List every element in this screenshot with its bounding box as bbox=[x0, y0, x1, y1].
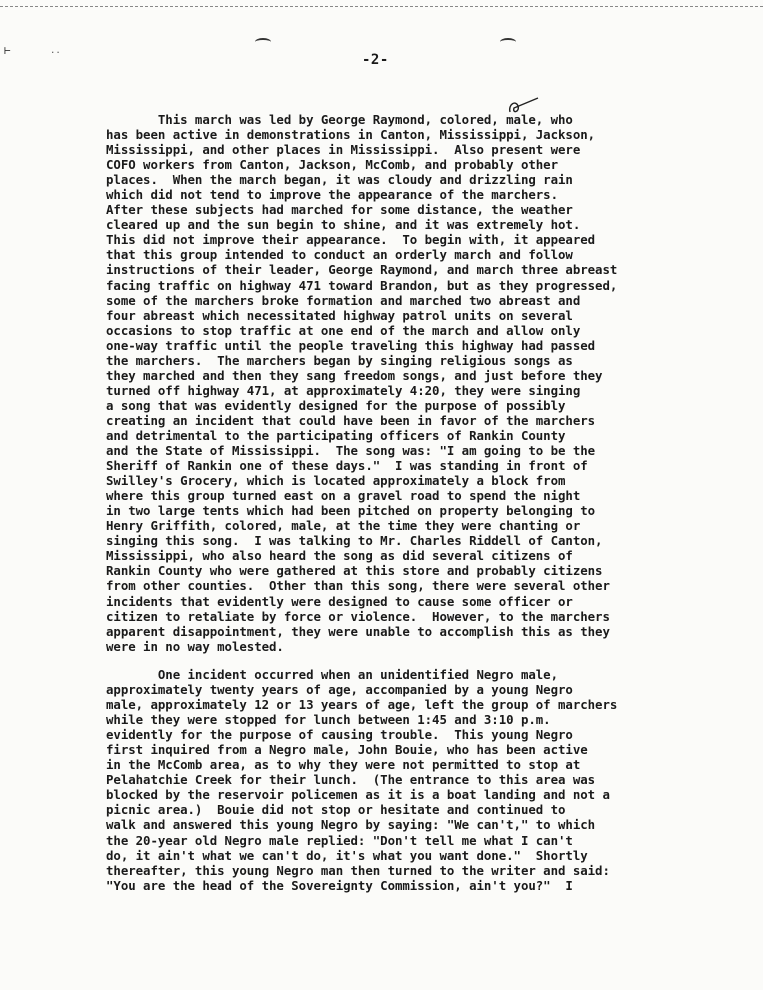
text-line: cleared up and the sun begin to shine, and it was extremely hot. bbox=[106, 217, 581, 233]
text-line: has been active in demonstrations in Canton, Mississippi, Jackson, bbox=[106, 127, 596, 143]
text-line: from other counties. Other than this song, there were several other bbox=[106, 578, 610, 594]
top-edge-rule bbox=[0, 6, 763, 7]
text-line: Mississippi, who also heard the song as did several citizens of bbox=[106, 548, 573, 564]
text-line: turned off highway 471, at approximately 4:20, they were singing bbox=[106, 382, 581, 398]
text-line: Sheriff of Rankin one of these days." I was standing in front of bbox=[106, 458, 588, 474]
page-number: -2- bbox=[362, 52, 389, 68]
text-line: in two large tents which had been pitched on property belonging to bbox=[106, 503, 596, 519]
text-line: do, it ain't what we can't do, it's what you want done." Shortly bbox=[106, 847, 588, 863]
text-line: This did not improve their appearance. To begin with, it appeared bbox=[106, 232, 596, 248]
text-line: where this group turned east on a gravel road to spend the night bbox=[106, 488, 581, 504]
text-line: instructions of their leader, George Raymond, and march three abreast bbox=[106, 262, 618, 278]
text-line: four abreast which necessitated highway patrol units on several bbox=[106, 307, 573, 323]
text-line: Mississippi, and other places in Mississippi. Also present were bbox=[106, 142, 581, 158]
text-line: singing this song. I was talking to Mr. Charles Riddell of Canton, bbox=[106, 533, 603, 549]
text-line: walk and answered this young Negro by saying: "We can't," to which bbox=[106, 817, 596, 833]
paragraph-lunch-incident bbox=[106, 667, 746, 893]
text-line: facing traffic on highway 471 toward Brandon, but as they progressed, bbox=[106, 277, 618, 293]
text-line: one-way traffic until the people traveling this highway had passed bbox=[106, 337, 596, 353]
text-line: while they were stopped for lunch between 1:45 and 3:10 p.m. bbox=[106, 712, 551, 728]
text-line: citizen to retaliate by force or violence. However, to the marchers bbox=[106, 608, 610, 624]
text-line: and detrimental to the participating officers of Rankin County bbox=[106, 427, 566, 443]
text-line: that this group intended to conduct an orderly march and follow bbox=[106, 247, 573, 263]
text-line: places. When the march began, it was cloudy and drizzling rain bbox=[106, 172, 573, 188]
text-line: Pelahatchie Creek for their lunch. (The entrance to this area was bbox=[106, 772, 596, 788]
punch-mark-left bbox=[255, 38, 271, 46]
text-line: picnic area.) Bouie did not stop or hesitate and continued to bbox=[106, 802, 566, 818]
text-line: COFO workers from Canton, Jackson, McComb, and probably other bbox=[106, 157, 558, 173]
margin-mark: ⊢ bbox=[4, 44, 11, 57]
text-line: occasions to stop traffic at one end of the march and allow only bbox=[106, 322, 581, 338]
text-line: were in no way molested. bbox=[106, 638, 284, 654]
text-line: in the McComb area, as to why they were not permitted to stop at bbox=[106, 757, 581, 773]
text-line: the marchers. The marchers began by singing religious songs as bbox=[106, 352, 573, 368]
text-line: Henry Griffith, colored, male, at the time they were chanting or bbox=[106, 518, 581, 534]
text-line: thereafter, this young Negro man then turned to the writer and said: bbox=[106, 862, 610, 878]
margin-dots: .. bbox=[50, 46, 61, 56]
text-line: After these subjects had marched for some distance, the weather bbox=[106, 202, 573, 218]
text-line: and the State of Mississippi. The song was: "I am going to be the bbox=[106, 443, 596, 459]
paragraph-march-description bbox=[106, 112, 746, 654]
text-line: Swilley's Grocery, which is located approximately a block from bbox=[106, 473, 566, 489]
punch-mark-right bbox=[500, 38, 516, 46]
text-line: evidently for the purpose of causing trouble. This young Negro bbox=[106, 727, 573, 743]
text-line: Rankin County who were gathered at this store and probably citizens bbox=[106, 563, 603, 579]
text-line: some of the marchers broke formation and marched two abreast and bbox=[106, 292, 581, 308]
text-line: apparent disappointment, they were unable to accomplish this as they bbox=[106, 623, 610, 639]
text-line: male, approximately 12 or 13 years of age, left the group of marchers bbox=[106, 697, 618, 713]
text-line: This march was led by George Raymond, colored, male, who bbox=[106, 112, 573, 127]
text-line: approximately twenty years of age, accompanied by a young Negro bbox=[106, 682, 573, 698]
text-line: first inquired from a Negro male, John Bouie, who has been active bbox=[106, 742, 588, 758]
text-line: which did not tend to improve the appearance of the marchers. bbox=[106, 187, 558, 203]
text-line: creating an incident that could have been in favor of the marchers bbox=[106, 412, 596, 428]
text-line: One incident occurred when an unidentified Negro male, bbox=[106, 667, 558, 682]
text-line: blocked by the reservoir policemen as it is a boat landing and not a bbox=[106, 787, 610, 803]
text-line: the 20-year old Negro male replied: "Don't tell me what I can't bbox=[106, 832, 573, 848]
text-line: a song that was evidently designed for the purpose of possibly bbox=[106, 397, 566, 413]
text-line: they marched and then they sang freedom songs, and just before they bbox=[106, 367, 603, 383]
text-line: "You are the head of the Sovereignty Commission, ain't you?" I bbox=[106, 877, 573, 893]
text-line: incidents that evidently were designed to cause some officer or bbox=[106, 593, 573, 609]
